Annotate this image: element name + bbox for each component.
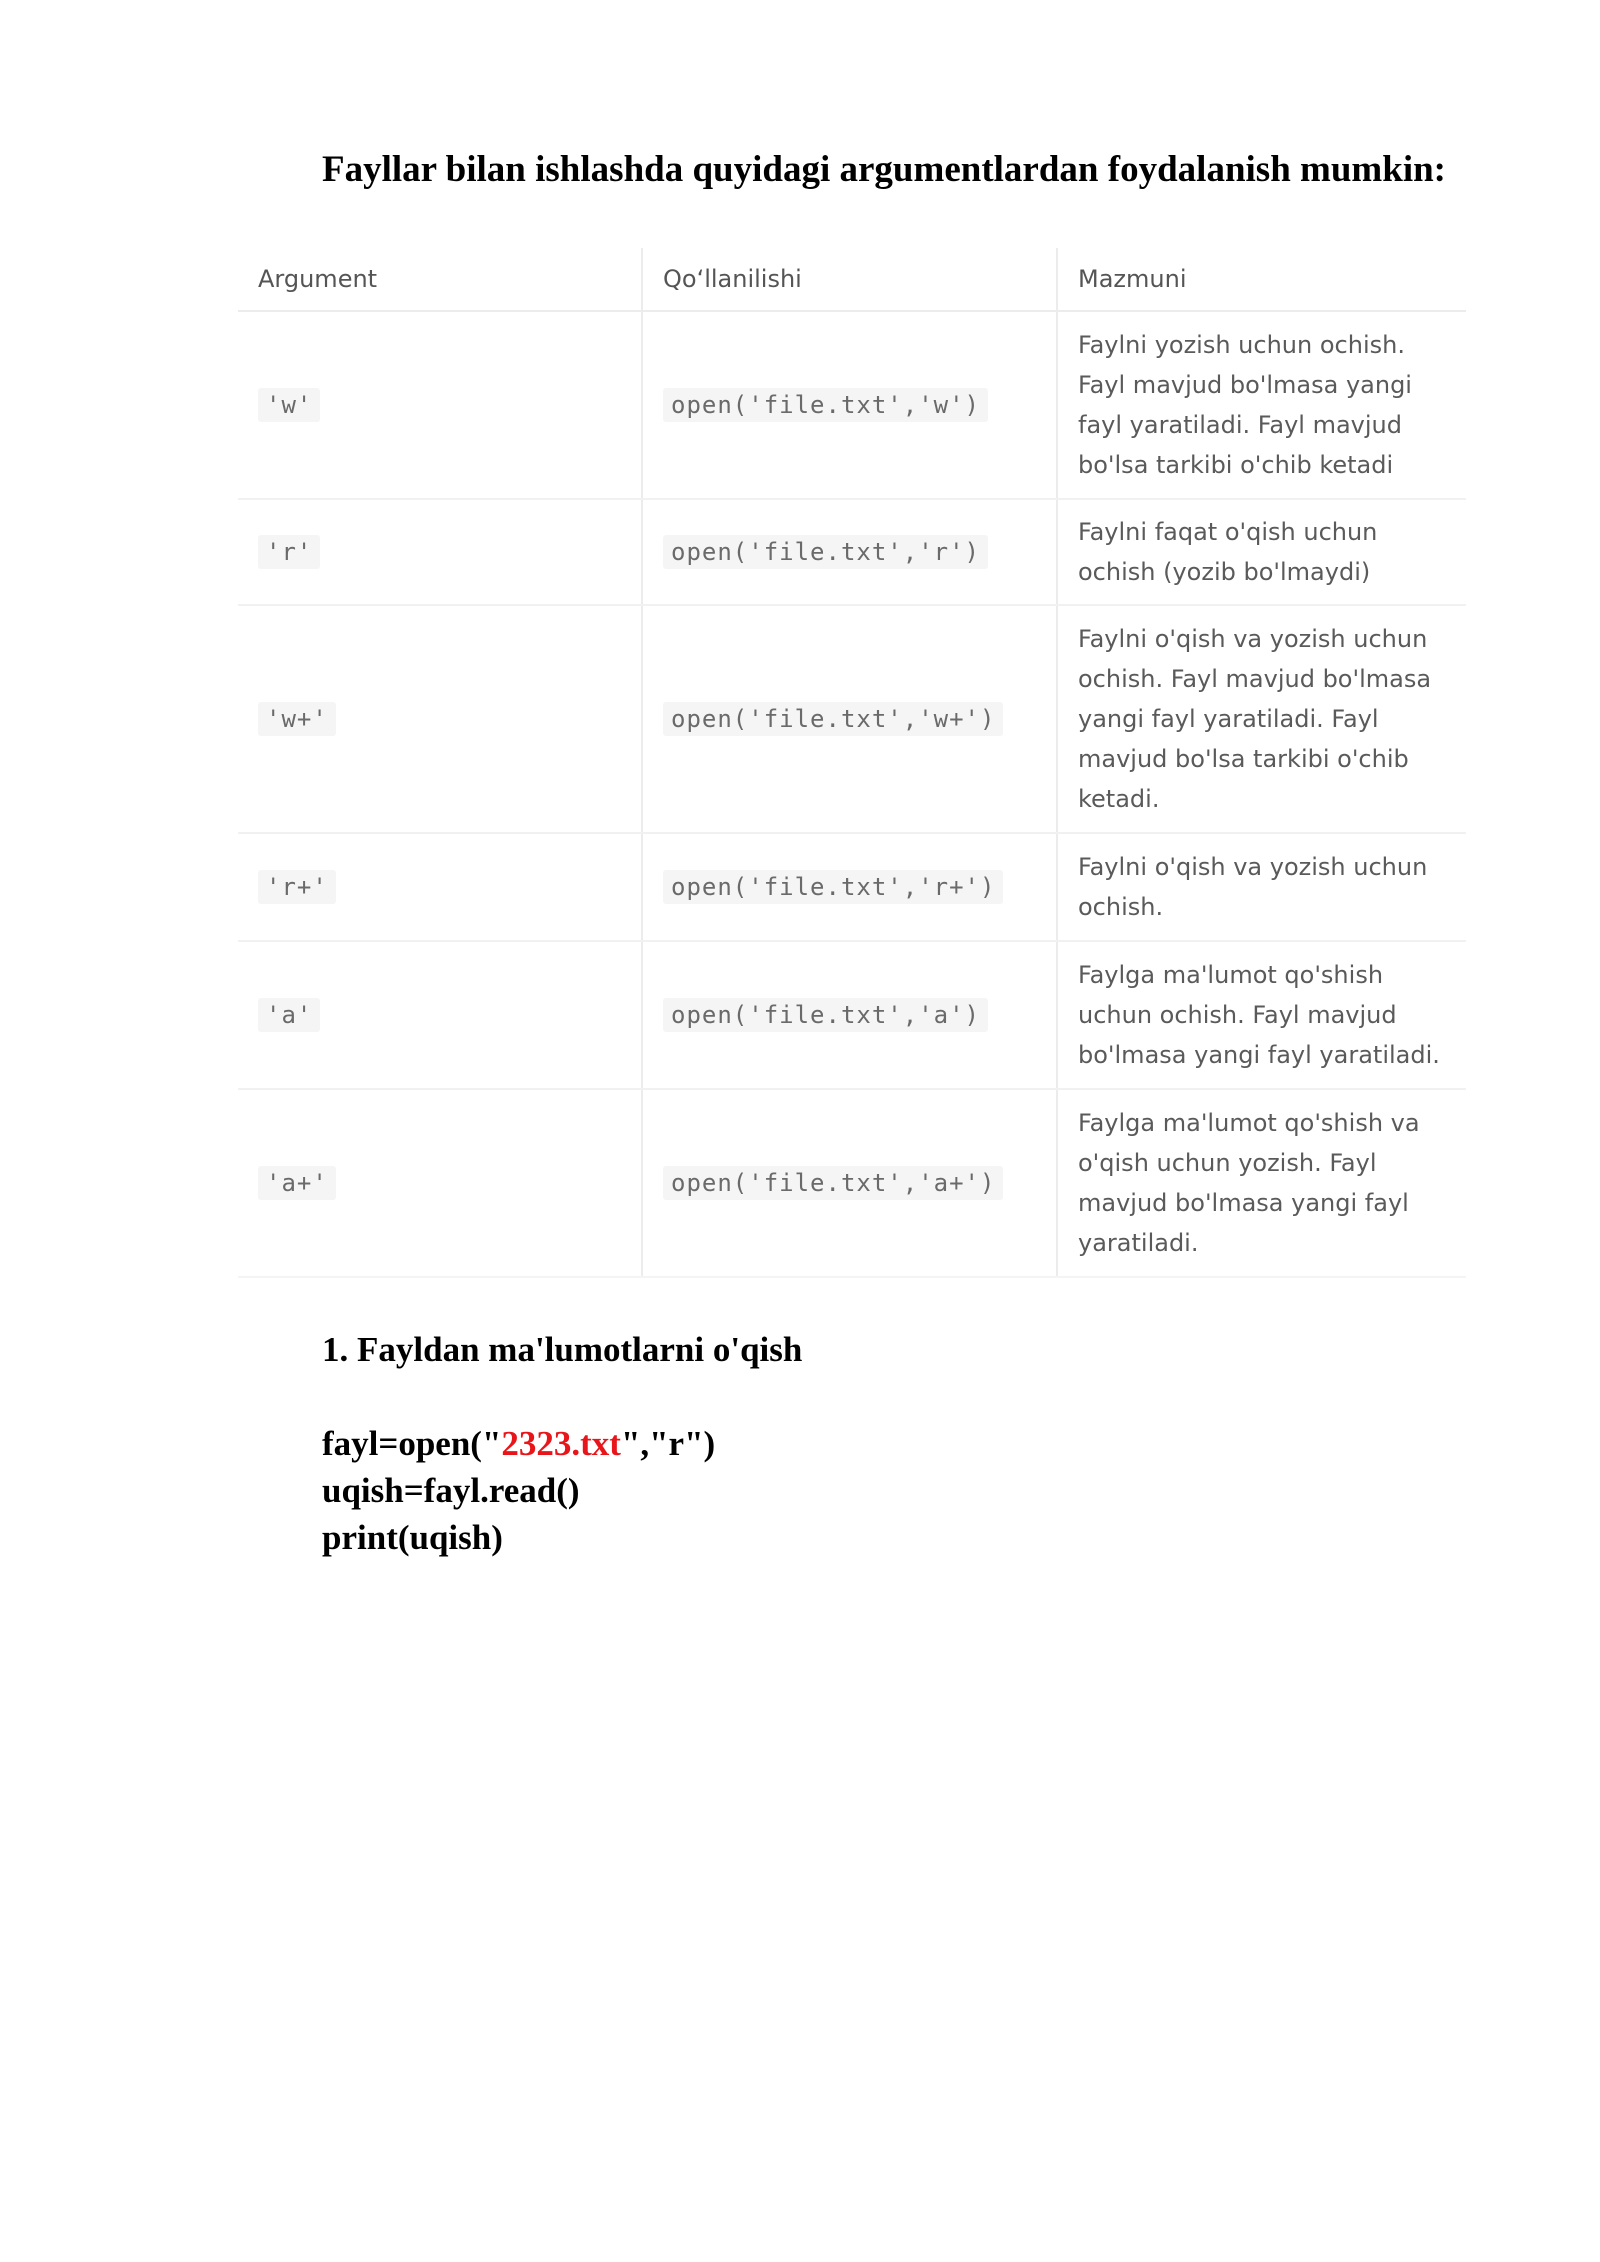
arguments-table xyxy=(238,248,1466,1278)
usage-code: open('file.txt','r') xyxy=(663,535,988,569)
column-header-description: Mazmuni xyxy=(1057,248,1466,311)
argument-cell xyxy=(238,1089,642,1277)
usage-cell xyxy=(642,311,1057,499)
argument-cell xyxy=(238,941,642,1089)
column-header-usage: Qo‘llanilishi xyxy=(642,248,1057,311)
description-cell: Faylni yozish uchun ochish. Fayl mavjud bo'lmasa yangi fayl yaratiladi. Fayl mavjud bo'lsa tarkibi o'chib ketadi xyxy=(1057,311,1466,499)
table-header-row xyxy=(238,248,1466,311)
usage-cell xyxy=(642,605,1057,833)
table-row xyxy=(238,499,1466,605)
description-cell: Faylni o'qish va yozish uchun ochish. Fayl mavjud bo'lmasa yangi fayl yaratiladi. Fayl mavjud bo'lsa tarkibi o'chib ketadi. xyxy=(1057,605,1466,833)
code-line-open xyxy=(322,1420,715,1467)
code-block xyxy=(322,1420,715,1561)
argument-code: 'r' xyxy=(258,535,320,569)
argument-cell xyxy=(238,311,642,499)
usage-code: open('file.txt','a+') xyxy=(663,1166,1003,1200)
usage-code: open('file.txt','r+') xyxy=(663,870,1003,904)
argument-cell xyxy=(238,605,642,833)
argument-code: 'w+' xyxy=(258,702,336,736)
description-cell: Faylni faqat o'qish uchun ochish (yozib bo'lmaydi) xyxy=(1057,499,1466,605)
description-cell: Faylni o'qish va yozish uchun ochish. xyxy=(1057,833,1466,941)
page-title: Fayllar bilan ishlashda quyidagi argumentlardan foydalanish mumkin: xyxy=(322,149,1447,190)
code-open-suffix: ","r") xyxy=(620,1424,716,1463)
description-cell: Faylga ma'lumot qo'shish uchun ochish. Fayl mavjud bo'lmasa yangi fayl yaratiladi. xyxy=(1057,941,1466,1089)
argument-code: 'w' xyxy=(258,388,320,422)
usage-code: open('file.txt','w+') xyxy=(663,702,1003,736)
code-line-read: uqish=fayl.read() xyxy=(322,1471,580,1510)
table-row xyxy=(238,941,1466,1089)
usage-cell xyxy=(642,833,1057,941)
argument-code: 'r+' xyxy=(258,870,336,904)
table-row xyxy=(238,605,1466,833)
table-row xyxy=(238,833,1466,941)
table-row xyxy=(238,1089,1466,1277)
argument-cell xyxy=(238,833,642,941)
section-heading: 1. Fayldan ma'lumotlarni o'qish xyxy=(322,1330,803,1369)
usage-cell xyxy=(642,499,1057,605)
usage-cell xyxy=(642,1089,1057,1277)
argument-cell xyxy=(238,499,642,605)
usage-cell xyxy=(642,941,1057,1089)
column-header-argument: Argument xyxy=(238,248,642,311)
argument-code: 'a' xyxy=(258,998,320,1032)
description-cell: Faylga ma'lumot qo'shish va o'qish uchun yozish. Fayl mavjud bo'lmasa yangi fayl yaratiladi. xyxy=(1057,1089,1466,1277)
table-row xyxy=(238,311,1466,499)
argument-code: 'a+' xyxy=(258,1166,336,1200)
usage-code: open('file.txt','w') xyxy=(663,388,988,422)
code-line-print: print(uqish) xyxy=(322,1518,503,1557)
usage-code: open('file.txt','a') xyxy=(663,998,988,1032)
code-filename-string: 2323.txt xyxy=(501,1424,621,1463)
code-open-prefix: fayl=open(" xyxy=(322,1424,502,1463)
